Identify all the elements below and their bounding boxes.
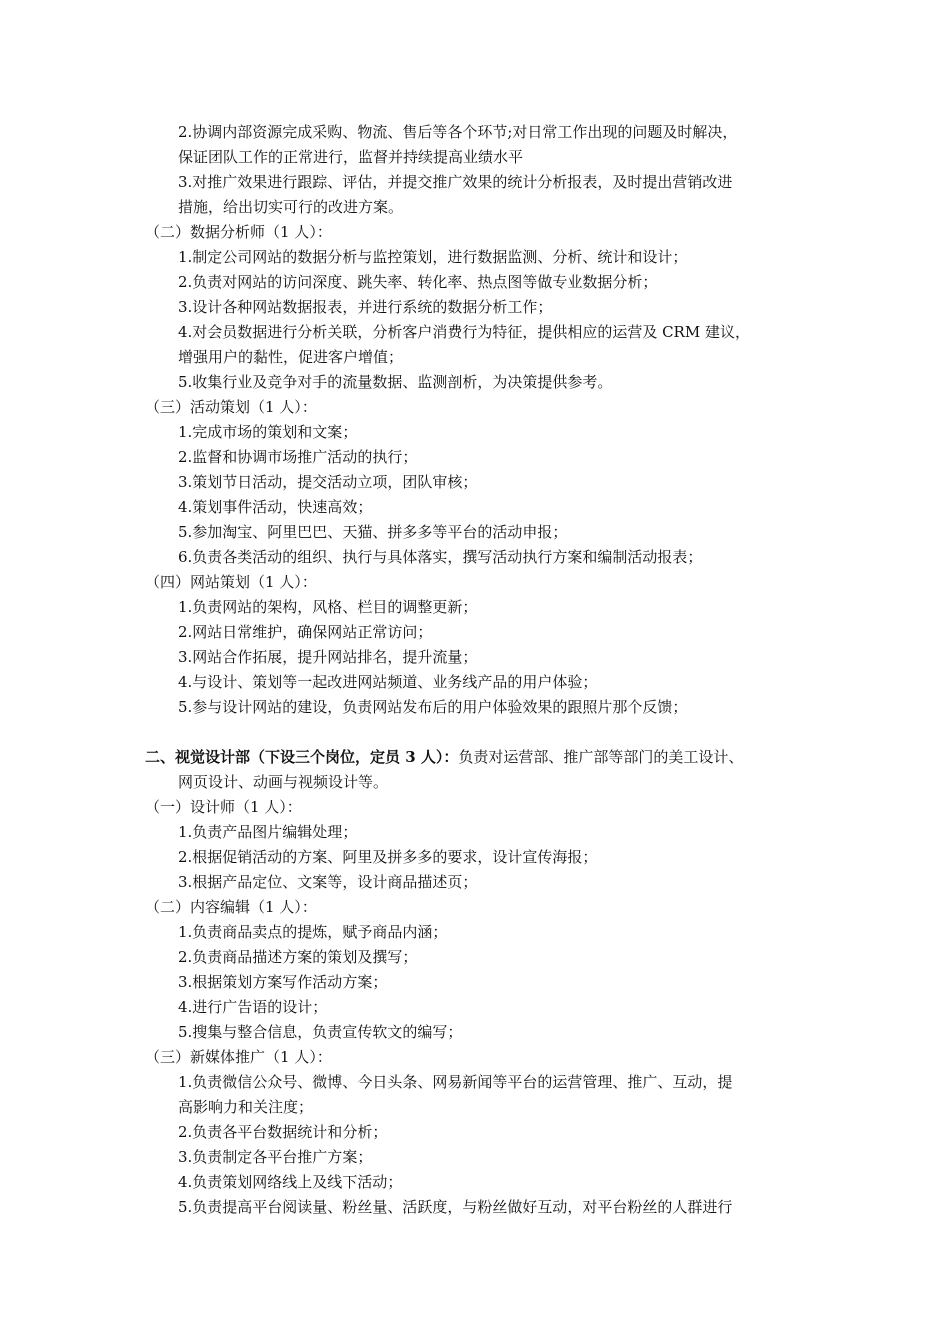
list-item — [145, 545, 825, 570]
list-item-text-cont: 措施，给出切实可行的改进方案。 — [178, 198, 404, 216]
list-item-text: 5.搜集与整合信息，负责宣传软文的编写； — [178, 1023, 463, 1041]
list-item-text: 6.负责各类活动的组织、执行与具体落实，撰写活动执行方案和编制活动报表； — [178, 548, 703, 566]
list-item-text: 2.负责对网站的访问深度、跳失率、转化率、热点图等做专业数据分析； — [178, 273, 658, 291]
list-item-text: 3.网站合作拓展，提升网站排名，提升流量； — [178, 648, 478, 666]
list-item-text: 4.对会员数据进行分析关联，分析客户消费行为特征，提供相应的运营及 CRM 建议， — [178, 323, 750, 341]
list-item — [145, 270, 825, 295]
list-item-text: 1.负责产品图片编辑处理； — [178, 823, 358, 841]
department-title: 二、视觉设计部（下设三个岗位，定员 3 人）： — [145, 748, 459, 766]
list-item — [145, 920, 825, 945]
list-item — [145, 1145, 825, 1170]
section-content-editor — [145, 895, 825, 1045]
list-item — [145, 645, 825, 670]
list-item-text: 3.策划节日活动，提交活动立项，团队审核； — [178, 473, 478, 491]
list-item — [145, 320, 825, 370]
list-item — [145, 820, 825, 845]
list-item-text: 1.完成市场的策划和文案； — [178, 423, 358, 441]
list-item-text-cont: 高影响力和关注度； — [178, 1098, 314, 1116]
list-item — [145, 420, 825, 445]
list-item-text: 5.参与设计网站的建设，负责网站发布后的用户体验效果的跟照片那个反馈； — [178, 698, 688, 716]
list-item — [145, 1170, 825, 1195]
list-item — [145, 245, 825, 270]
list-item-text-cont: 保证团队工作的正常进行，监督并持续提高业绩水平 — [178, 148, 524, 166]
list-item-text: 3.根据策划方案写作活动方案； — [178, 973, 388, 991]
list-item — [145, 120, 825, 170]
list-item-text: 1.制定公司网站的数据分析与监控策划，进行数据监测、分析、统计和设计； — [178, 248, 688, 266]
section-heading: （二）数据分析师（1 人）： — [145, 223, 332, 241]
department-description: 负责对运营部、推广部等部门的美工设计、 — [458, 748, 744, 766]
department-heading — [145, 745, 825, 795]
document-body — [145, 120, 825, 1220]
list-item — [145, 670, 825, 695]
section-new-media — [145, 1045, 825, 1220]
list-item — [145, 845, 825, 870]
list-item — [145, 1195, 825, 1220]
list-item — [145, 995, 825, 1020]
list-item — [145, 595, 825, 620]
paragraph-gap — [145, 720, 825, 745]
list-item-text-cont: 增强用户的黏性，促进客户增值； — [178, 348, 404, 366]
list-item-text: 3.根据产品定位、文案等，设计商品描述页； — [178, 873, 478, 891]
section-heading: （二）内容编辑（1 人）： — [145, 898, 317, 916]
list-item — [145, 495, 825, 520]
list-item-text: 5.参加淘宝、阿里巴巴、天猫、拼多多等平台的活动申报； — [178, 523, 568, 541]
list-item — [145, 970, 825, 995]
list-item — [145, 370, 825, 395]
list-item-text: 1.负责微信公众号、微博、今日头条、网易新闻等平台的运营管理、推广、互动，提 — [178, 1073, 733, 1091]
list-item — [145, 445, 825, 470]
list-item-text: 3.设计各种网站数据报表，并进行系统的数据分析工作； — [178, 298, 553, 316]
list-item — [145, 170, 825, 220]
list-item-text: 2.网站日常维护，确保网站正常访问； — [178, 623, 433, 641]
list-item-text: 2.协调内部资源完成采购、物流、售后等各个环节;对日常工作出现的问题及时解决， — [178, 123, 738, 141]
section-heading: （三）活动策划（1 人）： — [145, 398, 317, 416]
section-heading: （一）设计师（1 人）： — [145, 798, 302, 816]
list-item-text: 5.收集行业及竞争对手的流量数据、监测剖析，为决策提供参考。 — [178, 373, 613, 391]
list-item-text: 5.负责提高平台阅读量、粉丝量、活跃度，与粉丝做好互动，对平台粉丝的人群进行 — [178, 1198, 733, 1216]
section-data-analyst — [145, 220, 825, 395]
department-description-cont: 网页设计、动画与视频设计等。 — [178, 773, 389, 791]
list-item — [145, 1020, 825, 1045]
section-heading: （三）新媒体推广（1 人）： — [145, 1048, 332, 1066]
list-item — [145, 520, 825, 545]
list-item — [145, 1120, 825, 1145]
section-event-planning — [145, 395, 825, 570]
list-item — [145, 695, 825, 720]
list-item-text: 4.负责策划网络线上及线下活动； — [178, 1173, 403, 1191]
list-item — [145, 1070, 825, 1120]
section-designer — [145, 795, 825, 895]
list-item-text: 2.根据促销活动的方案、阿里及拼多多的要求，设计宣传海报； — [178, 848, 598, 866]
list-item — [145, 295, 825, 320]
section-heading: （四）网站策划（1 人）： — [145, 573, 317, 591]
list-item — [145, 870, 825, 895]
list-item — [145, 945, 825, 970]
section-web-planning — [145, 570, 825, 720]
list-item — [145, 470, 825, 495]
list-item-text: 2.负责各平台数据统计和分析； — [178, 1123, 388, 1141]
list-item-text: 4.策划事件活动，快速高效； — [178, 498, 373, 516]
list-item-text: 2.监督和协调市场推广活动的执行； — [178, 448, 418, 466]
list-item-text: 4.进行广告语的设计； — [178, 998, 328, 1016]
section-continued — [145, 120, 825, 220]
list-item-text: 4.与设计、策划等一起改进网站频道、业务线产品的用户体验； — [178, 673, 598, 691]
list-item-text: 1.负责商品卖点的提炼，赋予商品内涵； — [178, 923, 448, 941]
list-item-text: 3.负责制定各平台推广方案； — [178, 1148, 373, 1166]
list-item-text: 2.负责商品描述方案的策划及撰写； — [178, 948, 418, 966]
list-item-text: 1.负责网站的架构，风格、栏目的调整更新； — [178, 598, 478, 616]
list-item — [145, 620, 825, 645]
list-item-text: 3.对推广效果进行跟踪、评估，并提交推广效果的统计分析报表，及时提出营销改进 — [178, 173, 733, 191]
